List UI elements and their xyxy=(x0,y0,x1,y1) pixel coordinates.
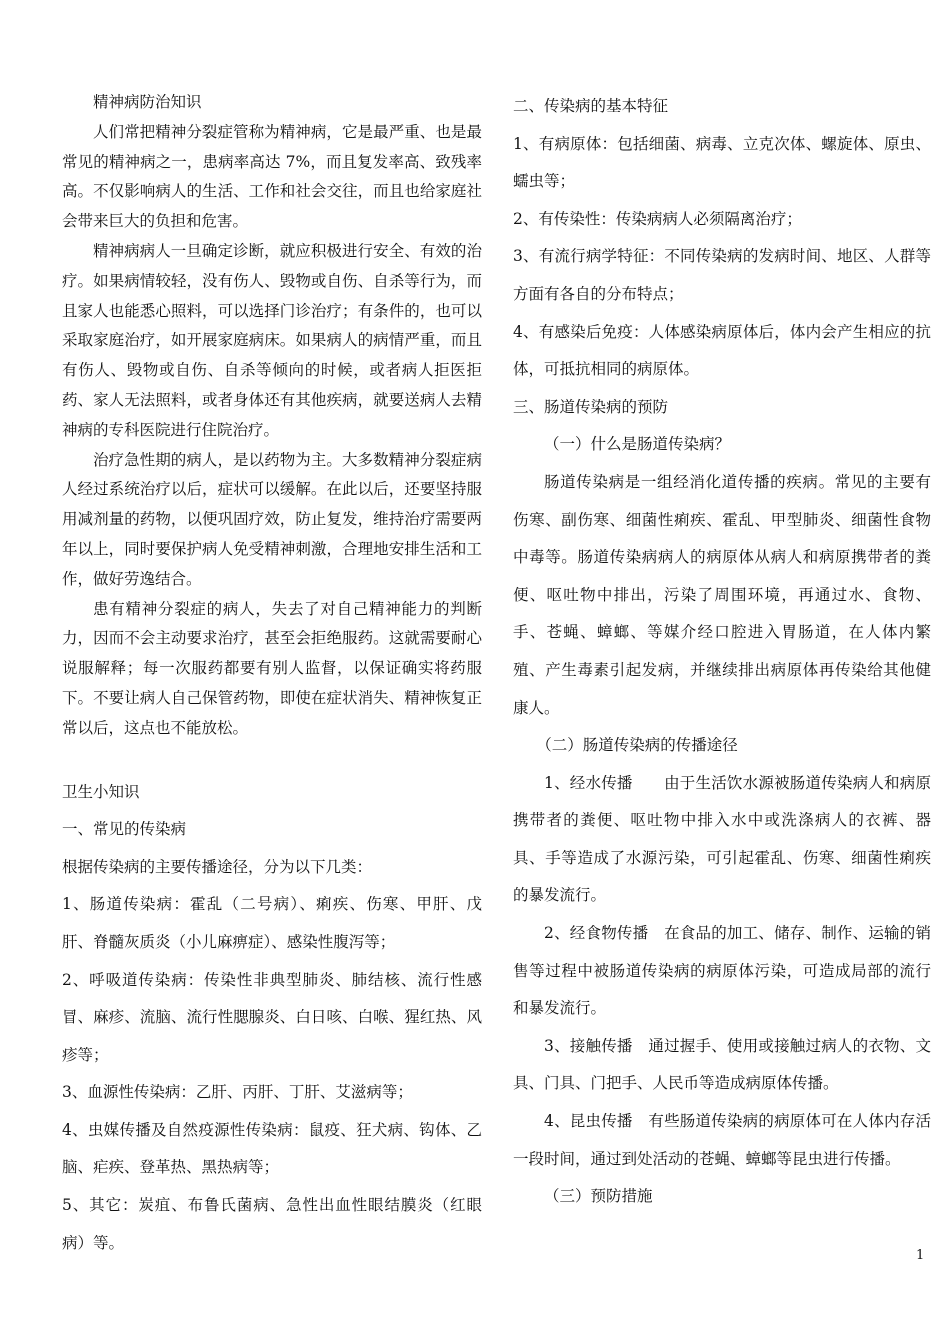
section-heading: 一、常见的传染病 xyxy=(62,820,187,839)
list-item: 2、呼吸道传染病：传染性非典型肺炎、肺结核、流行性感冒、麻疹、流脑、流行性腮腺炎、白日咳、白喉、猩红热、风疹等； xyxy=(62,970,482,1064)
section-intro: 根据传染病的主要传播途径，分为以下几类： xyxy=(62,857,373,876)
hygiene-section xyxy=(62,774,482,1263)
article-title: 精神病防治知识 xyxy=(93,93,202,111)
paragraph: 精神病病人一旦确定诊断，就应积极进行安全、有效的治疗。如果病情较轻，没有伤人、毁物或自伤、自杀等行为，而且家人也能悉心照料，可以选择门诊治疗；有条件的，也可以采取家庭治疗，如开展家庭病床。如果病人的病情严重，而且有伤人、毁物或自伤、自杀等倾向的时候，或者病人拒医拒药、家人无法照料，或者身体还有其他疾病，就要送病人去精神病的专科医院进行住院治疗。 xyxy=(62,241,482,439)
hygiene-title: 卫生小知识 xyxy=(62,782,140,801)
list-item: 1、肠道传染病：霍乱（二号病）、痢疾、伤寒、甲肝、戊肝、脊髓灰质炎（小儿麻痹症）、感染性腹泻等； xyxy=(62,895,482,951)
section-heading: 二、传染病的基本特征 xyxy=(513,97,669,115)
left-column xyxy=(62,88,482,1262)
route-item: 2、经食物传播 在食品的加工、储存、制作、运输的销售等过程中被肠道传染病的病原体污染，可造成局部的流行和暴发流行。 xyxy=(513,924,931,1018)
list-item: 4、虫媒传播及自然疫源性传染病：鼠疫、狂犬病、钩体、乙脑、疟疾、登革热、黑热病等； xyxy=(62,1120,482,1177)
list-item: 5、其它：炭疽、布鲁氏菌病、急性出血性眼结膜炎（红眼病）等。 xyxy=(62,1196,482,1252)
list-item: 1、有病原体：包括细菌、病毒、立克次体、螺旋体、原虫、蠕虫等； xyxy=(513,134,931,191)
list-item: 4、有感染后免疫：人体感染病原体后，体内会产生相应的抗体，可抵抗相同的病原体。 xyxy=(513,322,931,379)
section-heading: 三、肠道传染病的预防 xyxy=(513,397,669,416)
route-item: 4、昆虫传播 有些肠道传染病的病原体可在人体内存活一段时间，通过到处活动的苍蝇、蟑螂等昆虫进行传播。 xyxy=(513,1112,931,1168)
route-item: 3、接触传播 通过握手、使用或接触过病人的衣物、文具、门具、门把手、人民币等造成病原体传播。 xyxy=(513,1036,931,1093)
list-item: 3、有流行病学特征：不同传染病的发病时间、地区、人群等方面有各自的分布特点； xyxy=(513,247,931,303)
list-item: 2、有传染性：传染病病人必须隔离治疗； xyxy=(513,209,802,228)
subsection-heading: （三）预防措施 xyxy=(544,1187,653,1206)
subsection-heading: （一）什么是肠道传染病？ xyxy=(544,435,731,454)
right-column xyxy=(513,88,931,1216)
subsection-heading: （二）肠道传染病的传播途径 xyxy=(536,736,738,755)
paragraph: 患有精神分裂症的病人，失去了对自己精神能力的判断力，因而不会主动要求治疗，甚至会拒绝服药。这就需要耐心说服解释；每一次服药都要有别人监督，以保证确实将药服下。不要让病人自己保管药物，即使在症状消失、精神恢复正常以后，这点也不能放松。 xyxy=(62,599,482,737)
page-number: 1 xyxy=(916,1248,925,1263)
list-item: 3、血源性传染病：乙肝、丙肝、丁肝、艾滋病等； xyxy=(62,1083,413,1102)
route-item: 1、经水传播 由于生活饮水源被肠道传染病人和病原携带者的粪便、呕吐物中排入水中或洗涤病人的衣裤、器具、手等造成了水源污染，可引起霍乱、伤寒、细菌性痢疾的暴发流行。 xyxy=(513,773,931,905)
paragraph: 人们常把精神分裂症管称为精神病，它是最严重、也是最常见的精神病之一，患病率高达 7%，而且复发率高、致残率高。不仅影响病人的生活、工作和社会交往，而且也给家庭社会带来巨大的负担和危害。 xyxy=(62,122,482,231)
mental-illness-section xyxy=(62,88,482,744)
paragraph: 肠道传染病是一组经消化道传播的疾病。常见的主要有伤寒、副伤寒、细菌性痢疾、霍乱、甲型肺炎、细菌性食物中毒等。肠道传染病病人的病原体从病人和病原携带者的粪便、呕吐物中排出，污染了周围环境，再通过水、食物、手、苍蝇、蟑螂、等媒介经口腔进入胃肠道，在人体内繁殖、产生毒素引起发病，并继续排出病原体再传染给其他健康人。 xyxy=(513,472,931,717)
paragraph: 治疗急性期的病人，是以药物为主。大多数精神分裂症病人经过系统治疗以后，症状可以缓解。在此以后，还要坚持服用减剂量的药物，以便巩固疗效，防止复发，维持治疗需要两年以上，同时要保护病人免受精神刺激，合理地安排生活和工作，做好劳逸结合。 xyxy=(62,450,482,588)
